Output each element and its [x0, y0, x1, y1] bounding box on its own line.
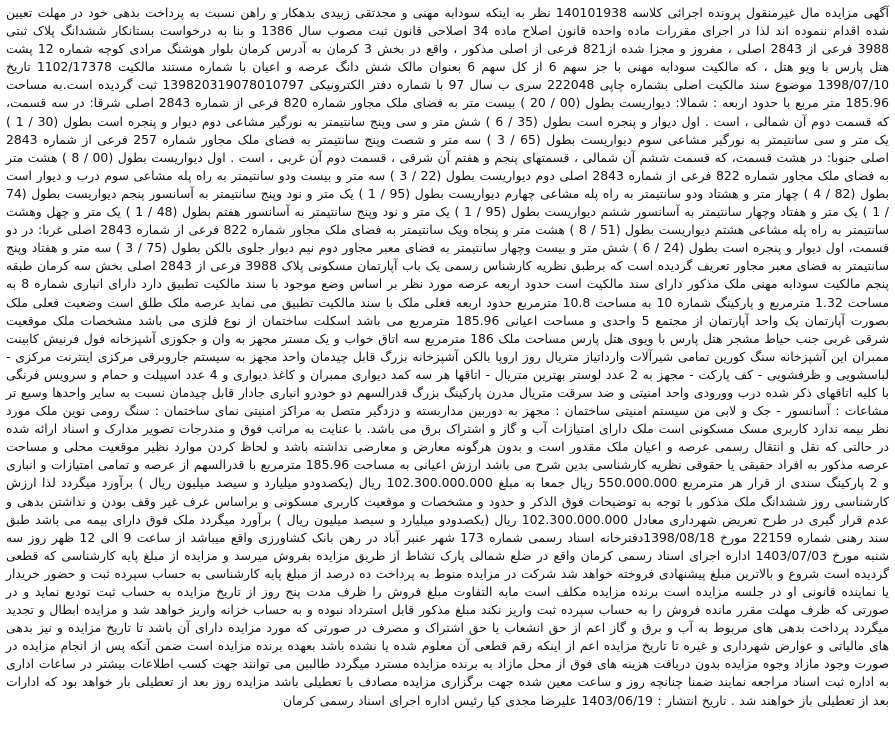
- auction-notice-body: آگهی مزایده مال غیرمنقول پرونده اجرائی کلاسه 140101938 نظر به اینکه سودابه مهنی و مجدتقی زبیدی بدهکار و راهن نسبت به پرداخت بدهی خود در مهلت تعیین شده اقدام ننموده اند لذا در اجرای مقررات ماده واحده قانون اصلاح ماده 34 اصلاحی قانون ثبت مصوب سال 1386 و بنا به درخواست بستانکار ششدانگ پلاک ثبتی 3988 فرعی از 2843 اصلی ، مفروز و مجزا شده از821 فرعی از اصلی مذکور ، واقع در بخش 3 کرمان به آدرس کرمان بلوار هوشنگ مرادی کوچه شماره 12 پشت هتل پارس با ویو هتل ، که مالکیت سودابه مهنی با جز سهم 6 از کل سهم 6 بعنوان مالک شش دانگ عرصه و اعیان با شماره مستند مالکیت 1102/17378 تاریخ 1398/07/10 موضوع سند مالکیت اصلی بشماره چاپی 222048 سری ب سال 97 با شماره دفتر الکترونیکی 139820319078010797 ثبت گردیده است.به مساحت 185.96 متر مربع با حدود اربعه : شمالا: دیواریست بطول (00 / 20 ) بیست متر به فضای ملک مجاور شماره 820 فرعی از شماره 2843 اصلی شرقا: در سه قسمت، که قسمت دوم آن شمالی ، است . اول دیوار و پنجره است بطول (35 / 6 ) شش متر و سی وپنج سانتیمتر به نورگیر مشاعی دوم دیوار و پنجره است بطول (30 / 1 ) یک متر و سی سانتیمتر به نورگیر مشاعی سوم دیواریست بطول (65 / 3 ) سه متر و شصت وپنج سانتیمتر به فضای ملک مجاور شماره 257 فرعی از شماره 2843 اصلی جنوبا: در هشت قسمت، که قسمت ششم آن شمالی ، قسمتهای پنجم و هفتم آن شرقی ، قسمت دوم آن غربی ، است . اول دیواریست بطول (00 / 8 ) هشت متر به فضای ملک مجاور شماره 822 فرعی از شماره 2843 اصلی دوم دیواریست بطول (22 / 3 ) سه متر و بیست ودو سانتیمتر به راه پله مشاعی سوم درب و دیوار است بطول (82 / 4 ) چهار متر و هشتاد ودو سانتیمتر به راه پله مشاعی چهارم دیواریست بطول (95 / 1 ) یک متر و نود وپنج سانتیمتر به آسانسور پنجم دیواریست بطول (74 / 1 ) یک متر و هفتاد وچهار سانتیمتر به آسانسور ششم دیواریست بطول (95 / 1 ) یک متر و نود وپنج سانتیمتر به آسانسور هفتم بطول (48 / 1 ) یک متر و چهل وهشت سانتیمتر به راه پله مشاعی هشتم دیواریست بطول (51 / 8 ) هشت متر و پنجاه ویک سانتیمتر به فضای ملک مجاور شماره 822 فرعی از شماره 2843 اصلی غربا: در دو قسمت، اول دیوار و پنجره است بطول (24 / 6 ) شش متر و بیست وچهار سانتیمتر به فضای معبر مجاور دوم نیم دیوار جلوی بالکن بطول (75 / 3 ) سه متر و هفتاد وپنج سانتیمتر به فضای معبر مجاور تعریف گردیده است که برطبق نظریه کارشناس رسمی یک باب آپارتمان مسکونی پلاک 3988 فرعی از 2843 اصلی بخش سه کرمان طبقه پنجم مالکیت سودابه مهنی ملک مذکور دارای سند مالکیت است حدود اربعه عرصه مورد نظر بر اساس وضع موجود با سند مالکیت تطبیق دارد دارای انباری شماره 8 به مساحت 1.32 مترمربع و پارکینگ شماره 10 به مساحت 10.8 مترمربع حدود اربعه فعلی ملک با سند مالکیت تطبیق می نماید عرصه ملک طلق است وضعیت فعلی ملک بصورت آپارتمان یک واحد آپارتمان از مجتمع 5 واحدی و مساحت اعیانی 185.96 مترمربع می باشد اسکلت ساختمان از نوع فلزی می باشد مشخصات ملک موقعیت شرقی غربی جنب حیاط مشجر هتل پارس با ویوی هتل پارس مساحت ملک 186 مترمربع سه اتاق خواب و یک مستر مجهز به وان و جکوزی آشپزخانه فول فرنیش کابینت ممبران این آشپزخانه سنگ کورین تمامی شیرآلات وارداتیاز متریال روز اروپا بالکن آشپزخانه بزرگ قابل چیدمان واحد مجهز به سیستم جاروبرقی مرکزی اینترنت مرکزی - لباسشویی و ظرفشویی - کف پارکت - مجهز به 2 عدد لوستر بهترین متریال - اتاقها هر سه کمد دیواری ممبران و کاغذ دیواری و 4 عدد اسپیلت و حمام و سرویس فرنگی با کلیه اتاقهای ذکر شده درب وورودی واحد امنیتی و ضد سرقت متریال مدرن پارکینگ بزرگ قدرالسهم دو خودرو انباری جادار قابل چیدمان نسبت به سایر واحدها وسیع تر مشاعات : آسانسور - جک و لابی من سیستم امنیتی ساختمان : مجهز به دوربین مداربسته و دزدگیر متصل به مراکز امنیتی نمای ساختمان : سنگ رومی نوین ملک مورد نظر بیمه ندارد کاربری مسک مسکونی است ملک دارای امتیازات آب و گاز و اشتراک برق می باشد. با عنایت به مراتب فوق و مندرجات تصویر مدارک و اسناد ارائه شده در حالتی که نقل و انتقال رسمی عرصه و اعیان ملک مقدور است و بدون هرگونه معارض و معارضی نداشته باشد و لحاظ کردن موارد نظیر موقعیت محلی و مساحت عرصه مذکور به افراد حقیقی یا حقوقی نظریه کارشناسی بدین شرح می باشد ارزش اعیانی به مساحت 185.96 مترمربع با قدرالسهم از عرصه و تمامی امتیازات و انباری و 2 پارکینگ سندی از قرار هر مترمربع 550.000.000 ریال جمعا به مبلغ 102.300.000.000 ریال (یکصدودو میلیارد و سیصد میلیون ریال ) برآورد میگردد لذا ارزش کارشناسی روز ششدانگ ملک مذکور با توجه به توضیحات فوق الذکر و حدود و مشخصات و موقعیت کاربری مسکونی و براساس عرف غیر وقف بودن و نداشتن بدهی و عدم قرار گیری در طرح تعریض شهرداری معادل 102.300.000.000 ریال (یکصدودو میلیارد و سیصد میلیون ریال ) برآورد میگردد ملک فوق دارای بیمه می باشد طبق سند رهنی شماره 22159 مورخ 1398/08/18دفترخانه اسناد رسمی شماره 173 شهر عنبر آباد در رهن بانک کشاورزی واقع میباشد از ساعت 9 الی 12 ظهر روز سه شنبه مورخ 1403/07/03 اداره اجرای اسناد رسمی کرمان واقع در ضلع شمالی پارک نشاط از طریق مزایده بفروش میرسد و مزایده از مبلغ پایه کارشناسی که قطعی گردیده است شروع و بالاترین مبلغ پیشنهادی فروخته خواهد شد شرکت در مزایده منوط به پرداخت ده درصد از مبلغ پایه کارشناسی به حساب سپرده ثبت و حضور خریدار یا نماینده قانونی او در جلسه مزایده است برنده مزایده مکلف است مابه التفاوت مبلغ فروش را ظرف مدت پنج روز از تاریخ مزایده به حساب ثبت تودیع نماید و در صورتی که ظرف مهلت مقرر مانده فروش را به حساب سپرده ثبت واریز نکند مبلغ مذکور قابل استرداد نبوده و به حساب خزانه واریز خواهد شد و مزایده ابطال و تجدید میگردد پرداخت بدهی های مربوط به آب و برق و گاز اعم از حق انشعاب یا حق اشتراک و مصرف در صورتی که مورد مزایده دارای آن باشد تا تاریخ مزایده و نیز بدهی های مالیاتی و عوارض شهرداری و غیره تا تاریخ مزایده اعم از اینکه رقم قطعی آن معلوم شده یا نشده باشد بعهده برنده مزایده است ضمن آنکه پس از انجام مزایده در صورت وجود مازاد وجوه مزایده بدون دریافت هزینه های فوق از محل مازاد به برنده مزایده مسترد میگردد طالبین می توانند جهت کسب اطلاعات بیشتر در ساعات اداری به اداره ثبت اسناد مراجعه نمایند ضمنا چنانچه روز و ساعت معین شده جهت برگزاری مزایده مصادف با تعطیلی باشد مزایده روز بعد از تعطیلی بار خواهد بود که ادارات بعد از تعطیلی باز خواهند شد . تاریخ انتشار : 1403/06/19 علیرضا مجدی کیا رئیس اداره اجرای اسناد رسمی کرمان: [6, 5, 890, 708]
